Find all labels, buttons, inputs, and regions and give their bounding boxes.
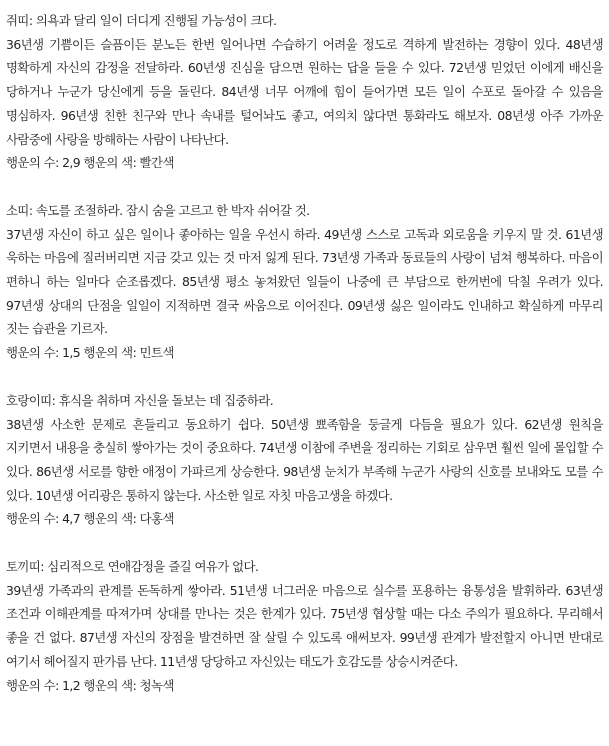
lucky-info: 행운의 수: 1,5 행운의 색: 민트색 [6, 345, 174, 361]
section-heading: 쥐띠: 의욕과 달리 일이 더디게 진행될 가능성이 크다. [6, 13, 277, 28]
fortune-section-tiger [6, 389, 603, 531]
section-body: 39년생 가족과의 관계를 돈독하게 쌓아라. 51년생 너그러운 마음으로 실수를 포용하는 융통성을 발휘하라. 63년생 조건과 이해관계를 따져가며 상대를 만나는 것은 한계가 있다. 75년생 협상할 때는 다소 주의가 필요하다. 무리해서 좋을 건 없다. 87년생 자신의 장점을 발견하면 잘 살릴 수 있도록 애써보자. 99년생 관계가 발전할지 아니면 반대로 여기서 헤어질지 판가름 난다. 11년생 당당하고 자신있는 태도가 호감도를 상승시켜준다. [6, 582, 603, 669]
section-body: 37년생 자신이 하고 싶은 일이나 좋아하는 일을 우선시 하라. 49년생 스스로 고독과 외로움을 키우지 말 것. 61년생 욱하는 마음에 질러버리면 지금 갖고 있는 것 마저 잃게 된다. 73년생 가족과 동료들의 사랑이 넘쳐 행복하다. 마음이 편하니 하는 일마다 순조롭겠다. 85년생 평소 놓쳐왔던 일들이 나중에 큰 부담으로 한꺼번에 닥칠 우려가 있다. 97년생 상대의 단점을 일일이 지적하면 결국 싸움으로 이어진다. 09년생 싫은 일이라도 인내하고 확실하게 마무리 짓는 습관을 기르자. [6, 226, 603, 337]
lucky-info: 행운의 수: 1,2 행운의 색: 청녹색 [6, 677, 174, 693]
fortune-section-rabbit [6, 555, 603, 697]
fortune-section-ox [6, 199, 603, 365]
fortune-section-rat [6, 9, 603, 175]
section-body: 38년생 사소한 문제로 흔들리고 동요하기 쉽다. 50년생 뾰족함을 둥글게 다듬을 필요가 있다. 62년생 원칙을 지키면서 내용을 충실히 쌓아가는 것이 중요하다. 74년생 이참에 주변을 정리하는 기회로 삼우면 훨씬 일에 몰입할 수 있다. 86년생 서로를 향한 애정이 가파르게 상승한다. 98년생 눈치가 부족해 누군가 사랑의 신호를 보내와도 모를 수 있다. 10년생 어리광은 통하지 않는다. 사소한 일로 자칫 마음고생을 하겠다. [6, 416, 603, 503]
section-heading: 호랑이띠: 휴식을 취하며 자신을 돌보는 데 집중하라. [6, 392, 274, 408]
lucky-info: 행운의 수: 4,7 행운의 색: 다홍색 [6, 511, 174, 527]
section-body: 36년생 기쁨이든 슬픔이든 분노든 한번 일어나면 수습하기 어려울 정도로 격하게 발전하는 경향이 있다. 48년생 명확하게 자신의 감정을 전달하라. 60년생 진심을 담으면 원하는 답을 들을 수 있다. 72년생 믿었던 이에게 배신을 당하거나 누군가 당신에게 등을 돌린다. 84년생 너무 어깨에 힘이 들어가면 모든 일이 수포로 돌아갈 수 있음을 명심하자. 96년생 친한 친구와 만나 속내를 털어놔도 좋고, 여의치 않다면 통화라도 해보자. 08년생 아주 가까운 사람중에 사랑을 방해하는 사람이 나타난다. [6, 36, 603, 147]
lucky-info: 행운의 수: 2,9 행운의 색: 빨간색 [6, 155, 174, 171]
section-heading: 소띠: 속도를 조절하라. 잠시 숨을 고르고 한 박자 쉬어갈 것. [6, 202, 310, 218]
section-heading: 토끼띠: 심리적으로 연애감정을 즐길 여유가 없다. [6, 559, 259, 575]
